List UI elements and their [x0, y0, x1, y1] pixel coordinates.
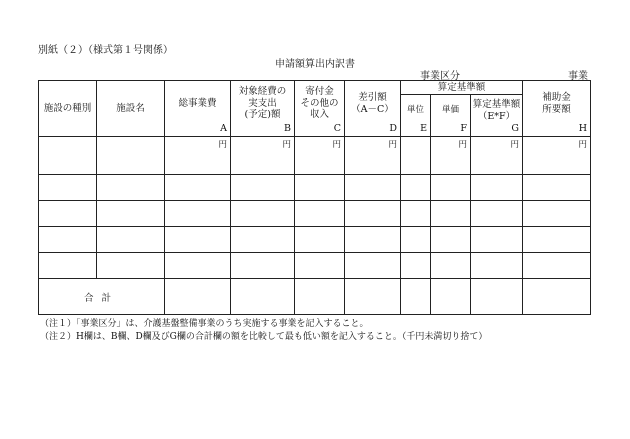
table-row: [39, 201, 591, 227]
cell-total-cost[interactable]: [165, 227, 231, 253]
total-label: 合計: [39, 279, 165, 315]
cell-subsidy[interactable]: [523, 253, 591, 279]
form-title: 申請額算出内訳書: [275, 59, 355, 70]
cell-unit[interactable]: [401, 227, 431, 253]
cell-target-expense[interactable]: [231, 227, 295, 253]
cell-subsidy[interactable]: [523, 175, 591, 201]
cell-unit-price[interactable]: 円: [431, 137, 471, 175]
cell-unit-price[interactable]: [431, 175, 471, 201]
cell-facility-name[interactable]: [97, 253, 165, 279]
note-1: （注１）「事業区分」は、介護基盤整備事業のうち実施する事業を記入すること。: [40, 319, 369, 329]
total-standard-amount[interactable]: [471, 279, 523, 315]
total-subsidy[interactable]: [523, 279, 591, 315]
cell-donation[interactable]: [295, 227, 345, 253]
category-suffix: 事業: [568, 71, 588, 82]
cell-target-expense[interactable]: [231, 253, 295, 279]
header-donation: 寄付金 その他の 収入 C: [295, 81, 345, 137]
header-subsidy: 補助金 所要額 H: [523, 81, 591, 137]
cell-standard-amount[interactable]: [471, 175, 523, 201]
cell-facility-name[interactable]: [97, 227, 165, 253]
cell-subsidy[interactable]: 円: [523, 137, 591, 175]
cell-donation[interactable]: [295, 201, 345, 227]
cell-facility-type[interactable]: [39, 201, 97, 227]
header-standard-amount: 算定基準額 （E*F） G: [471, 95, 523, 137]
cell-unit[interactable]: [401, 175, 431, 201]
total-unit[interactable]: [401, 279, 431, 315]
cell-unit[interactable]: [401, 137, 431, 175]
cell-facility-name[interactable]: [97, 201, 165, 227]
cell-total-cost[interactable]: 円: [165, 137, 231, 175]
cell-unit[interactable]: [401, 253, 431, 279]
cell-target-expense[interactable]: [231, 201, 295, 227]
total-difference[interactable]: [345, 279, 401, 315]
total-unit-price[interactable]: [431, 279, 471, 315]
cell-facility-type[interactable]: [39, 253, 97, 279]
header-total-cost: 総事業費 A: [165, 81, 231, 137]
calculation-table: [38, 80, 591, 315]
cell-difference[interactable]: 円: [345, 137, 401, 175]
cell-unit-price[interactable]: [431, 227, 471, 253]
cell-facility-name[interactable]: [97, 175, 165, 201]
table-row: [39, 137, 591, 175]
category-label: 事業区分: [420, 71, 460, 82]
cell-facility-type[interactable]: [39, 175, 97, 201]
cell-unit-price[interactable]: [431, 201, 471, 227]
note-2: （注２）H欄は、B欄、D欄及びG欄の合計欄の額を比較して最も低い額を記入すること。（千円未満切り捨て）: [40, 332, 488, 342]
cell-difference[interactable]: [345, 175, 401, 201]
cell-standard-amount[interactable]: [471, 227, 523, 253]
cell-difference[interactable]: [345, 201, 401, 227]
cell-unit[interactable]: [401, 201, 431, 227]
cell-standard-amount[interactable]: 円: [471, 137, 523, 175]
cell-unit-price[interactable]: [431, 253, 471, 279]
attachment-label: 別紙（２）（様式第１号関係）: [38, 45, 173, 56]
cell-subsidy[interactable]: [523, 201, 591, 227]
total-total-cost[interactable]: [165, 279, 231, 315]
cell-subsidy[interactable]: [523, 227, 591, 253]
header-unit: 単位 E: [401, 95, 431, 137]
cell-total-cost[interactable]: [165, 253, 231, 279]
cell-total-cost[interactable]: [165, 201, 231, 227]
cell-standard-amount[interactable]: [471, 201, 523, 227]
header-difference: 差引額 （A－C） D: [345, 81, 401, 137]
cell-donation[interactable]: 円: [295, 137, 345, 175]
cell-standard-amount[interactable]: [471, 253, 523, 279]
header-unit-price: 単価 F: [431, 95, 471, 137]
cell-facility-type[interactable]: [39, 137, 97, 175]
cell-facility-type[interactable]: [39, 227, 97, 253]
cell-target-expense[interactable]: [231, 175, 295, 201]
header-standard-group: 算定基準額: [401, 81, 523, 95]
cell-target-expense[interactable]: 円: [231, 137, 295, 175]
header-facility-name: 施設名: [97, 81, 165, 137]
total-row: [39, 279, 591, 315]
table-row: [39, 253, 591, 279]
total-donation[interactable]: [295, 279, 345, 315]
header-facility-type: 施設の種別: [39, 81, 97, 137]
cell-difference[interactable]: [345, 253, 401, 279]
table-row: [39, 227, 591, 253]
table-row: [39, 175, 591, 201]
cell-donation[interactable]: [295, 175, 345, 201]
cell-total-cost[interactable]: [165, 175, 231, 201]
cell-facility-name[interactable]: [97, 137, 165, 175]
cell-donation[interactable]: [295, 253, 345, 279]
total-target-expense[interactable]: [231, 279, 295, 315]
header-target-expense: 対象経費の 実支出 (予定)額 B: [231, 81, 295, 137]
cell-difference[interactable]: [345, 227, 401, 253]
